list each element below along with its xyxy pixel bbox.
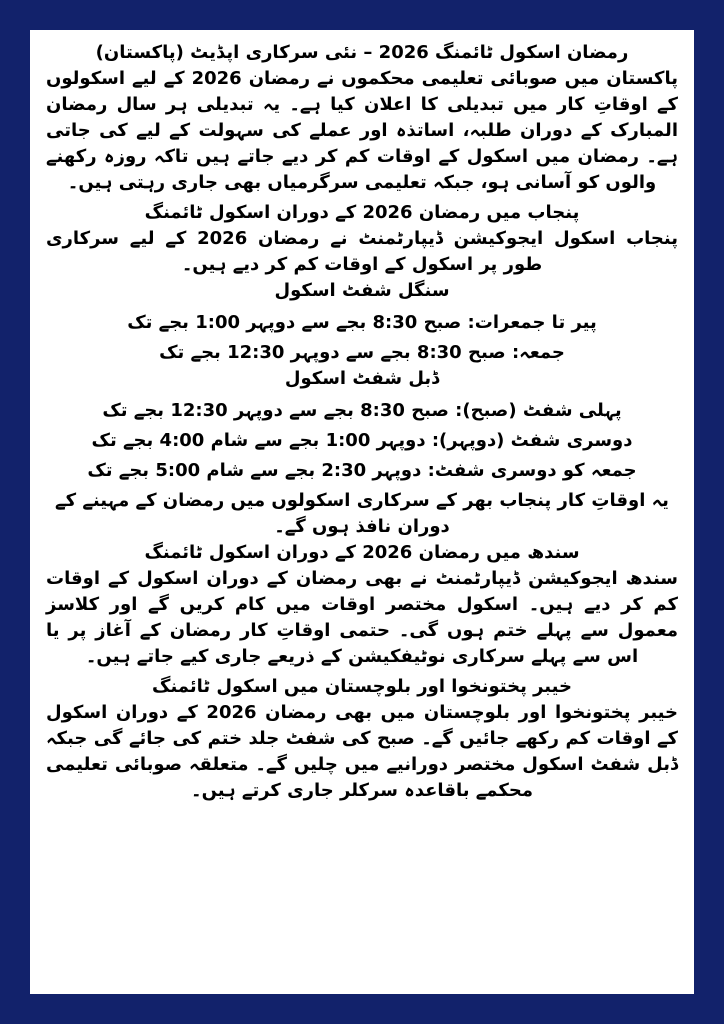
punjab-note: یہ اوقاتِ کار پنجاب بھر کے سرکاری اسکولوں میں رمضان کے مہینے کے دوران نافذ ہوں گے۔ bbox=[55, 490, 669, 537]
page-title: رمضان اسکول ٹائمنگ 2026 – نئی سرکاری اپڈیٹ (پاکستان) bbox=[95, 42, 629, 63]
double-shift-heading: ڈبل شفٹ اسکول bbox=[284, 368, 440, 389]
friday-second-shift-timing: جمعہ کو دوسری شفٹ: دوپہر 2:30 بجے سے شام 5:00 بجے تک bbox=[87, 460, 637, 481]
single-shift-heading: سنگل شفٹ اسکول bbox=[274, 280, 450, 301]
single-shift-friday: جمعہ: صبح 8:30 بجے سے دوپہر 12:30 بجے تک bbox=[159, 342, 565, 363]
kp-balochistan-paragraph: خیبر پختونخوا اور بلوچستان میں بھی رمضان 2026 کے دوران اسکول کے اوقات کم رکھے جائیں گے۔ صبح کی شفٹ جلد ختم کی جائے گی جبکہ ڈبل شفٹ اسکول مختصر دورانیے میں چلیں گے۔ متعلقہ صوبائی تعلیمی محکمے باقاعدہ سرکلر جاری کرتے ہیں۔ bbox=[46, 702, 678, 801]
punjab-intro: پنجاب اسکول ایجوکیشن ڈیپارٹمنٹ نے رمضان 2026 کے لیے سرکاری طور پر اسکول کے اوقات کم کر دیے ہیں۔ bbox=[46, 228, 678, 275]
kp-balochistan-heading: خیبر پختونخوا اور بلوچستان میں اسکول ٹائمنگ bbox=[152, 676, 572, 697]
intro-paragraph: پاکستان میں صوبائی تعلیمی محکموں نے رمضان 2026 کے لیے اسکولوں کے اوقاتِ کار میں تبدیلی کا اعلان کیا ہے۔ یہ تبدیلی ہر سال رمضان المبارک کے دوران طلبہ، اساتذہ اور عملے کی سہولت کے لیے کی جاتی ہے۔ رمضان میں اسکول کے اوقات کم کر دیے جاتے ہیں تاکہ روزہ رکھنے والوں کو آسانی ہو، جبکہ تعلیمی سرگرمیاں بھی جاری رہتی ہیں۔ bbox=[46, 68, 678, 193]
first-shift-timing: پہلی شفٹ (صبح): صبح 8:30 بجے سے دوپہر 12:30 بجے تک bbox=[102, 400, 622, 421]
single-shift-mon-thu: پیر تا جمعرات: صبح 8:30 بجے سے دوپہر 1:00 بجے تک bbox=[127, 312, 597, 333]
sindh-heading: سندھ میں رمضان 2026 کے دوران اسکول ٹائمنگ bbox=[144, 542, 580, 563]
second-shift-timing: دوسری شفٹ (دوپہر): دوپہر 1:00 بجے سے شام 4:00 بجے تک bbox=[91, 430, 633, 451]
document-page bbox=[30, 30, 694, 994]
punjab-heading: پنجاب میں رمضان 2026 کے دوران اسکول ٹائمنگ bbox=[144, 202, 580, 223]
sindh-paragraph: سندھ ایجوکیشن ڈیپارٹمنٹ نے بھی رمضان کے دوران اسکول کے اوقات کم کر دیے ہیں۔ اسکول مختصر اوقات میں کام کریں گے اور کلاسز معمول سے پہلے ختم ہوں گی۔ حتمی اوقاتِ کار رمضان کے آغاز پر یا اس سے پہلے سرکاری نوٹیفکیشن کے ذریعے جاری کیے جاتے ہیں۔ bbox=[46, 568, 678, 667]
